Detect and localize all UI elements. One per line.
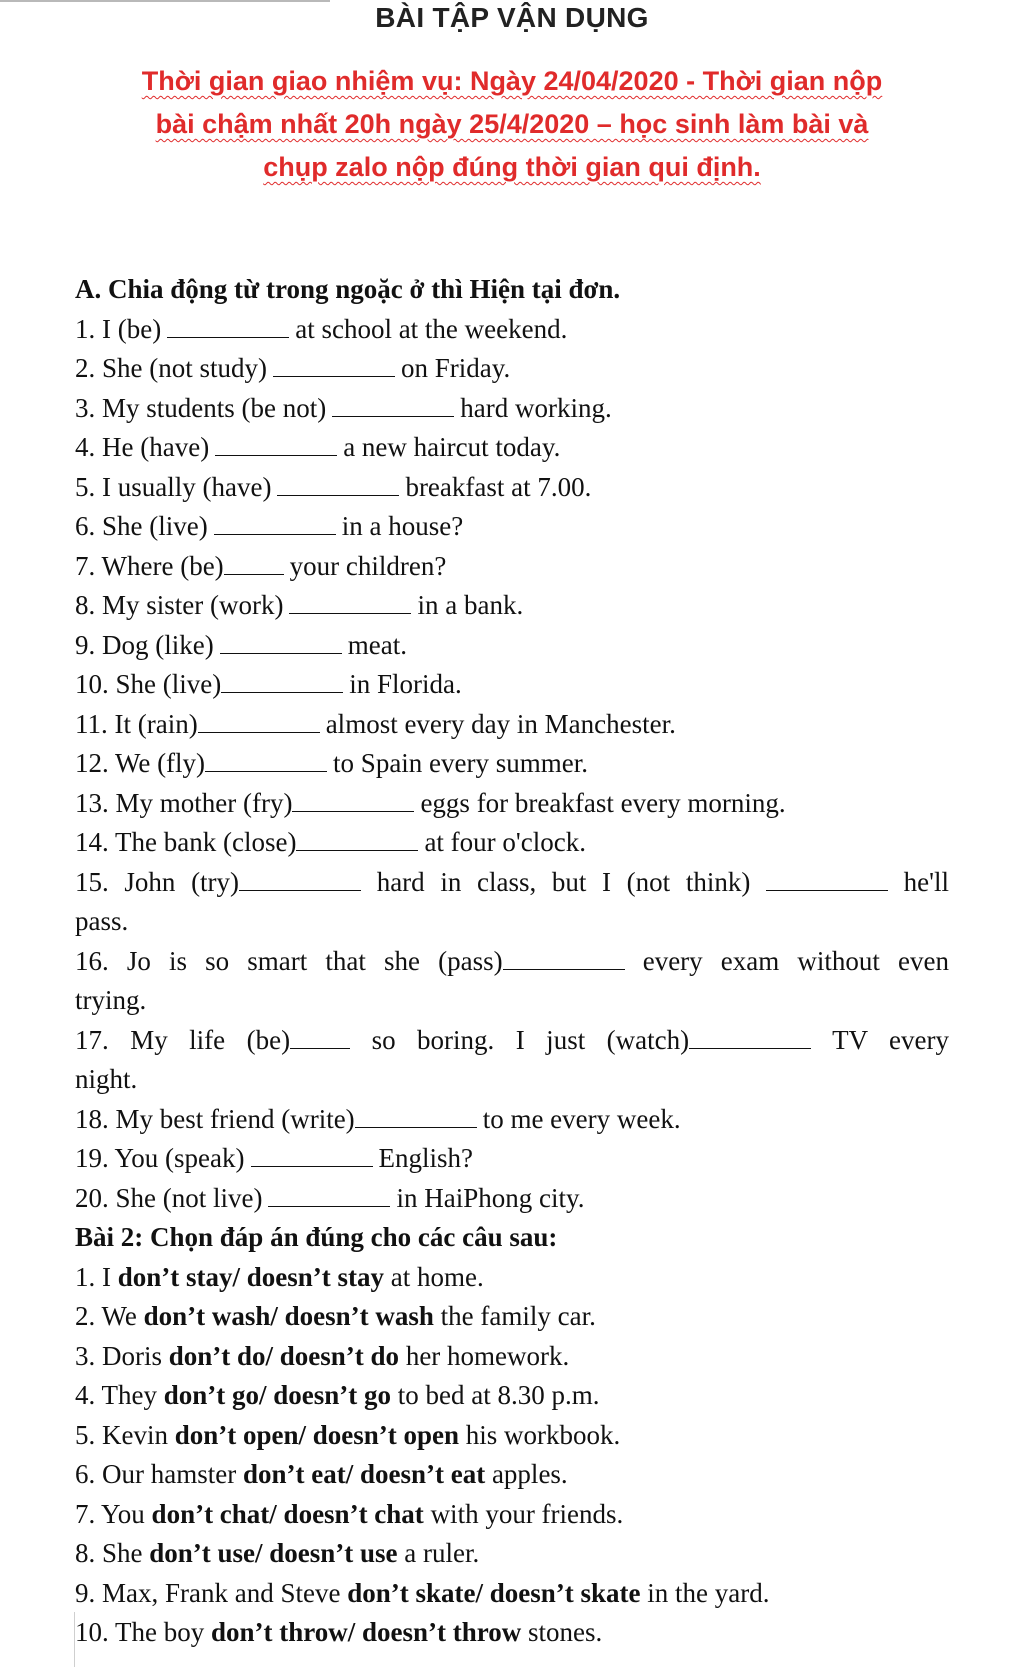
exercise-item-10: 10. She (live) in Florida. bbox=[75, 669, 462, 699]
exercise-item-7: 7. Where (be) your children? bbox=[75, 550, 447, 581]
answer-choices[interactable]: don’t do/ doesn’t do bbox=[168, 1340, 400, 1371]
answer-choices[interactable]: don’t stay/ doesn’t stay bbox=[117, 1261, 385, 1292]
choice-item-3: 3. Doris don’t do/ doesn’t do her homework. bbox=[75, 1340, 570, 1371]
answer-blank[interactable] bbox=[503, 947, 625, 970]
answer-blank[interactable] bbox=[689, 1026, 811, 1049]
answer-choices[interactable]: don’t throw/ doesn’t throw bbox=[211, 1617, 522, 1647]
notice-line-2: bài chậm nhất 20h ngày 25/4/2020 – học sinh làm bài và bbox=[155, 109, 869, 139]
answer-choices[interactable]: don’t wash/ doesn’t wash bbox=[143, 1301, 434, 1331]
exercise-item-13: 13. My mother (fry) eggs for breakfast every morning. bbox=[75, 787, 786, 818]
answer-choices[interactable]: don’t skate/ doesn’t skate bbox=[347, 1577, 641, 1608]
exercise-item-9: 9. Dog (like) meat. bbox=[75, 629, 407, 660]
exercise-item-14: 14. The bank (close) at four o'clock. bbox=[75, 827, 586, 857]
answer-choices[interactable]: don’t chat/ doesn’t chat bbox=[151, 1498, 424, 1529]
answer-blank[interactable] bbox=[167, 315, 289, 338]
answer-blank[interactable] bbox=[766, 868, 888, 891]
answer-blank[interactable] bbox=[290, 1026, 350, 1049]
answer-blank[interactable] bbox=[220, 631, 342, 654]
exercise-content bbox=[75, 270, 949, 1653]
exercise-item-17: 17. My life (be) so boring. I just (watch) TV every bbox=[75, 1024, 950, 1055]
exercise-item-18: 18. My best friend (write) to me every week. bbox=[75, 1103, 681, 1134]
answer-choices[interactable]: don’t open/ doesn’t open bbox=[174, 1419, 460, 1450]
exercise-item-15: 15. John (try) hard in class, but I (not think) he'll bbox=[75, 866, 949, 897]
choice-item-10: 10. The boy don’t throw/ doesn’t throw stones. bbox=[75, 1617, 603, 1647]
answer-blank[interactable] bbox=[198, 710, 320, 733]
answer-choices[interactable]: don’t eat/ doesn’t eat bbox=[242, 1459, 486, 1489]
exercise-item-3: 3. My students (be not) hard working. bbox=[75, 392, 612, 423]
deadline-notice bbox=[60, 60, 964, 189]
answer-blank[interactable] bbox=[332, 394, 454, 417]
choice-item-7: 7. You don’t chat/ doesn’t chat with your friends. bbox=[75, 1498, 624, 1529]
choice-item-6: 6. Our hamster don’t eat/ doesn’t eat apples. bbox=[75, 1459, 568, 1489]
answer-blank[interactable] bbox=[239, 868, 361, 891]
choice-item-5: 5. Kevin don’t open/ doesn’t open his workbook. bbox=[75, 1419, 621, 1450]
exercise-item-16-cont: trying. bbox=[75, 985, 147, 1015]
section-b-heading: Bài 2: Chọn đáp án đúng cho các câu sau: bbox=[75, 1222, 558, 1252]
answer-blank[interactable] bbox=[292, 789, 414, 812]
choice-item-1: 1. I don’t stay/ doesn’t stay at home. bbox=[75, 1261, 484, 1292]
exercise-item-11: 11. It (rain) almost every day in Manchester. bbox=[75, 708, 676, 739]
answer-blank[interactable] bbox=[273, 354, 395, 377]
page-title: BÀI TẬP VẬN DỤNG bbox=[375, 2, 649, 33]
answer-blank[interactable] bbox=[289, 591, 411, 614]
exercise-item-15-cont: pass. bbox=[75, 906, 129, 936]
choice-item-4: 4. They don’t go/ doesn’t go to bed at 8.30 p.m. bbox=[75, 1380, 600, 1410]
exercise-item-19: 19. You (speak) English? bbox=[75, 1143, 474, 1173]
exercise-item-5: 5. I usually (have) breakfast at 7.00. bbox=[75, 471, 592, 502]
exercise-item-4: 4. He (have) a new haircut today. bbox=[75, 432, 561, 462]
notice-line-3: chụp zalo nộp đúng thời gian qui định. bbox=[263, 152, 761, 182]
choice-item-2: 2. We don’t wash/ doesn’t wash the family car. bbox=[75, 1301, 596, 1331]
answer-choices[interactable]: don’t use/ doesn’t use bbox=[149, 1538, 398, 1568]
margin-line bbox=[74, 1612, 75, 1667]
answer-blank[interactable] bbox=[221, 670, 343, 693]
answer-blank[interactable] bbox=[215, 433, 337, 456]
exercise-item-16: 16. Jo is so smart that she (pass) every exam without even bbox=[75, 945, 949, 976]
choice-item-8: 8. She don’t use/ doesn’t use a ruler. bbox=[75, 1538, 480, 1568]
answer-blank[interactable] bbox=[251, 1144, 373, 1167]
exercise-item-6: 6. She (live) in a house? bbox=[75, 511, 464, 541]
answer-blank[interactable] bbox=[214, 512, 336, 535]
answer-blank[interactable] bbox=[277, 473, 399, 496]
answer-blank[interactable] bbox=[355, 1105, 477, 1128]
exercise-item-1: 1. I (be) at school at the weekend. bbox=[75, 313, 568, 344]
choice-item-9: 9. Max, Frank and Steve don’t skate/ doesn’t skate in the yard. bbox=[75, 1577, 770, 1608]
exercise-item-8: 8. My sister (work) in a bank. bbox=[75, 590, 524, 620]
answer-blank[interactable] bbox=[268, 1184, 390, 1207]
exercise-item-12: 12. We (fly) to Spain every summer. bbox=[75, 748, 589, 778]
answer-blank[interactable] bbox=[224, 552, 284, 575]
notice-line-1: Thời gian giao nhiệm vụ: Ngày 24/04/2020 - Thời gian nộp bbox=[141, 66, 883, 96]
exercise-item-17-cont: night. bbox=[75, 1064, 138, 1094]
section-a-heading: A. Chia động từ trong ngoặc ở thì Hiện tại đơn. bbox=[75, 274, 621, 304]
answer-choices[interactable]: don’t go/ doesn’t go bbox=[163, 1380, 392, 1410]
exercise-item-2: 2. She (not study) on Friday. bbox=[75, 353, 511, 383]
answer-blank[interactable] bbox=[205, 749, 327, 772]
answer-blank[interactable] bbox=[296, 828, 418, 851]
exercise-item-20: 20. She (not live) in HaiPhong city. bbox=[75, 1182, 585, 1213]
